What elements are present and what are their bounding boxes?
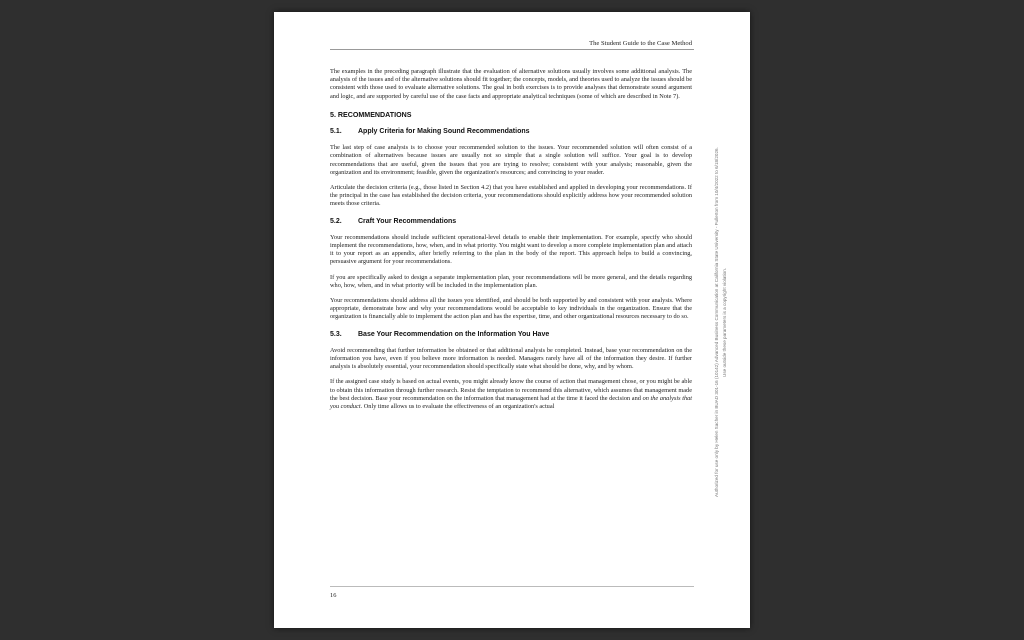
paragraph: Your recommendations should address all the issues you identified, and should be both supported by and consistent with your analysis. Where appropriate, demonstrate how and why your recommendations would be acceptable to key individuals in the organization. Ensure that the organization is financially able to implement the action plan and has the expertise, time, and other organizational resources necessary to do so.	[330, 297, 692, 321]
section-5-2-heading	[330, 218, 692, 226]
section-title: Base Your Recommendation on the Information You Have	[358, 330, 550, 338]
paragraph-text: . Only time allows us to evaluate the effectiveness of an organization's actual	[360, 403, 555, 411]
intro-paragraph: The examples in the preceding paragraph illustrate that the evaluation of alternative solutions usually involves some additional analysis. The analysis of the issues and of the alternative solutions should fit together; the concepts, models, and theories used to analyze the issues should be consistent with those used to evaluate alternative solutions. The goal in both exercises is to provide analyses that demonstrate sound argument and logic, and are supported by careful use of the case facts and appropriate analytical techniques (some of which are described in Note 7).	[330, 68, 692, 100]
section-5-3-heading	[330, 331, 692, 339]
section-number: 5.1.	[330, 128, 342, 136]
section-title: Craft Your Recommendations	[358, 217, 457, 225]
paragraph: Articulate the decision criteria (e.g., those listed in Section 4.2) that you have established and applied in developing your recommendations. If the principal in the case has established the decision criteria, your recommendations should explicitly address how your recommended solution meets those criteria.	[330, 184, 692, 208]
section-number: 5.2.	[330, 217, 342, 225]
italic-text: on the analysis that you conduct	[330, 394, 692, 411]
section-number: 5.3.	[330, 330, 342, 338]
watermark-line: Use outside these parameters is a copyright violation.	[722, 267, 727, 377]
header-rule	[330, 49, 694, 50]
section-5-heading: 5. RECOMMENDATIONS	[330, 110, 412, 119]
copyright-watermark	[712, 62, 742, 582]
section-5-1-heading	[330, 128, 692, 136]
paragraph	[330, 378, 692, 411]
paragraph-text: If the assigned case study is based on actual events, you might already know the course of action that management chose, or you might be able to obtain this information through further research. Resist the temptation to recommend this alternative, which assumes that management made the best decision. Base your recommendation on the information that management had at the time it faced the decision and	[330, 378, 692, 402]
page-content	[330, 68, 692, 418]
paragraph: Avoid recommending that further information be obtained or that additional analysis be completed. Instead, base your recommendation on the information you have, even if you believe more information is needed. Managers rarely have all of the information they desire. If further analysis is absolutely essential, your recommendation should specifically state what should be done, why, and by whom.	[330, 346, 692, 371]
paragraph: If you are specifically asked to design a separate implementation plan, your recommendations will be more general, and the details regarding who, how, when, and in what priority will be included in the implementation plan.	[330, 273, 692, 289]
section-title: Apply Criteria for Making Sound Recommendations	[358, 128, 530, 136]
page-number: 16	[330, 592, 337, 599]
paragraph: The last step of case analysis is to choose your recommended solution to the issues. Your recommended solution will often consist of a combination of alternatives because issues are usually not so simple that a single solution will suffice. Your goal is to develop recommendations that are useful, given the issues that you are trying to resolve; consistent with your analysis; reasonable, given the organization and its environment; feasible, given the organization's resources; and convincing to your reader.	[330, 144, 692, 176]
document-page	[274, 12, 750, 628]
paragraph: Your recommendations should include sufficient operational-level details to enable their implementation. For example, specify who should implement the recommendations, how, when, and in what priority. You might want to develop a more complete implementation plan and attach it to your report as an appendix, after briefly referring to the plan in the body of the report. This approach helps to build a convincing, persuasive argument for your recommendations.	[330, 233, 692, 266]
footer-rule	[330, 586, 694, 587]
watermark-line: Authorized for use only by Helen Sacher in BUAD 301-16 (10142) Advanced Business Communication at California State University - Fullerton from 10/4/2022 to 6/18/2026.	[714, 147, 719, 497]
running-header: The Student Guide to the Case Method	[589, 40, 692, 47]
